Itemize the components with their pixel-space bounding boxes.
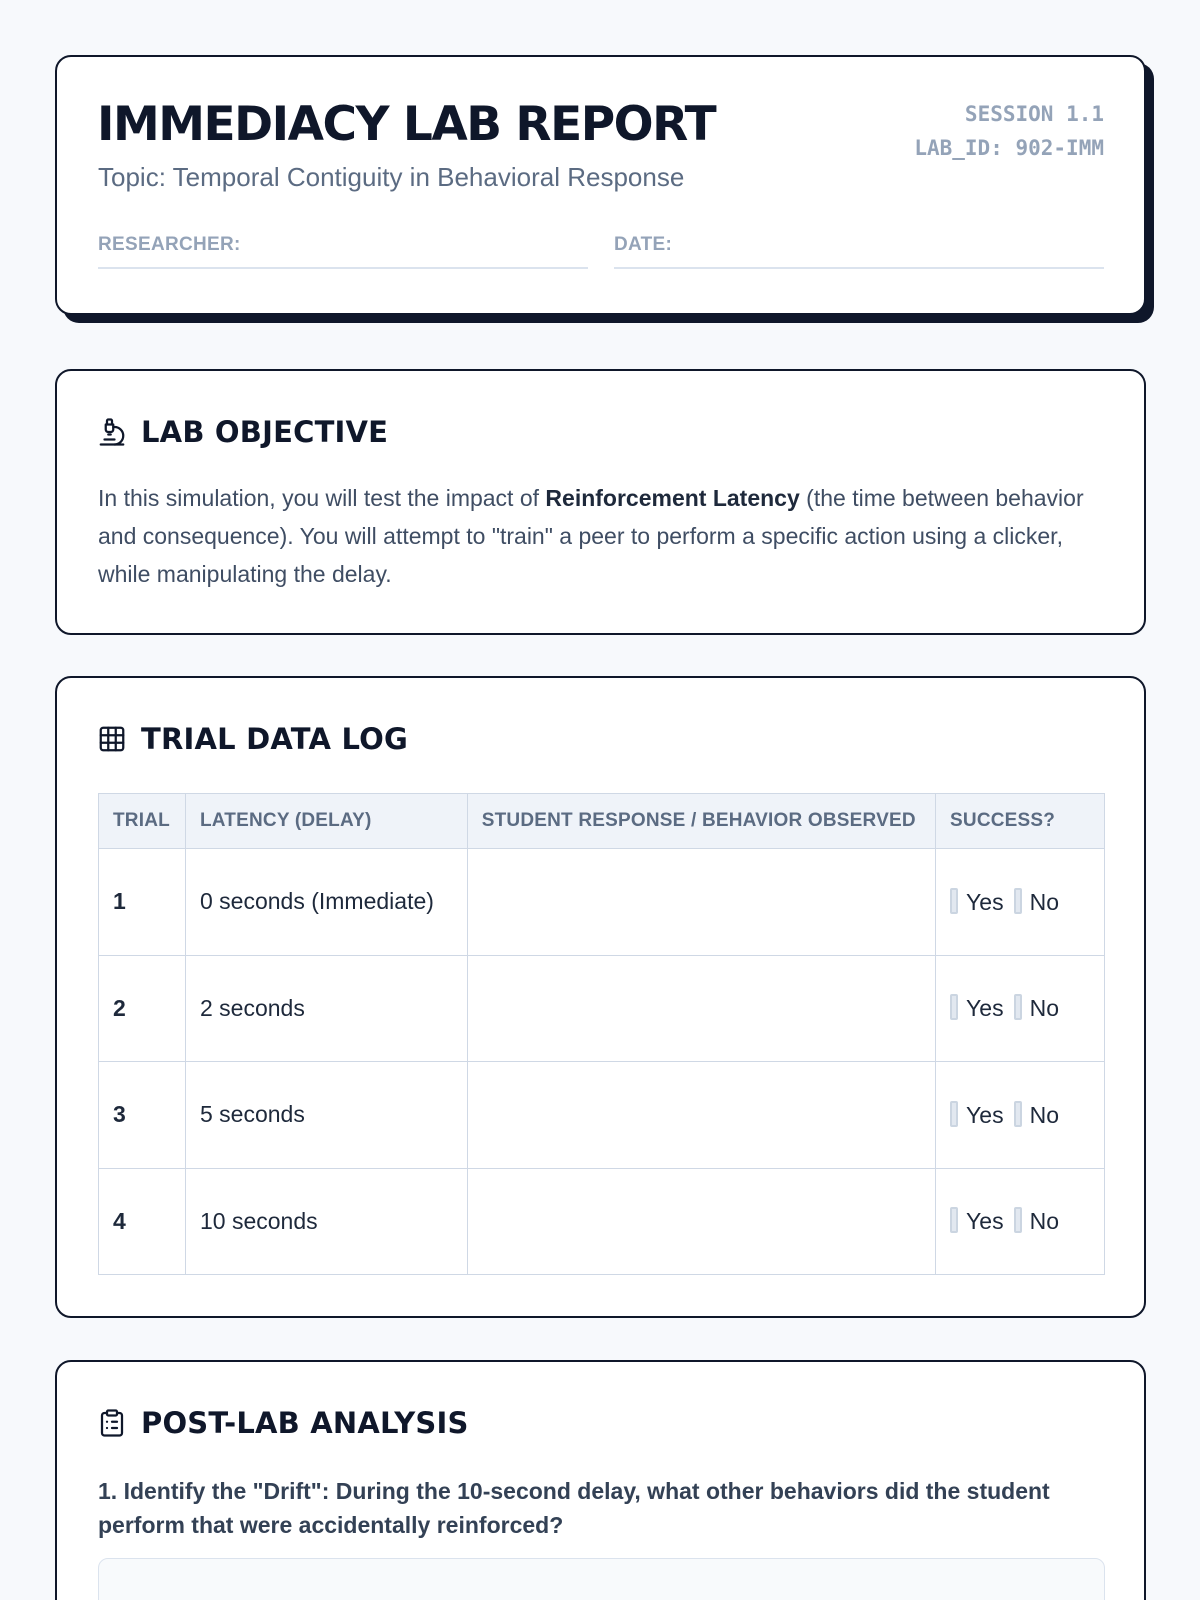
no-checkbox[interactable] bbox=[1014, 888, 1022, 914]
objective-key-term: Reinforcement Latency bbox=[545, 485, 800, 511]
yes-label: Yes bbox=[966, 1101, 1004, 1128]
column-header-trial: TRIAL bbox=[99, 794, 186, 849]
latency-value: 10 seconds bbox=[185, 1168, 467, 1275]
no-checkbox[interactable] bbox=[1014, 1101, 1022, 1127]
yes-label: Yes bbox=[966, 995, 1004, 1022]
data-log-heading bbox=[97, 722, 408, 756]
no-label: No bbox=[1029, 995, 1059, 1022]
response-cell[interactable] bbox=[467, 1062, 935, 1169]
trial-number: 2 bbox=[99, 955, 186, 1062]
analysis-question-1: 1. Identify the "Drift": During the 10-second delay, what other behaviors did the student perform that were accidentally reinforced? bbox=[98, 1478, 1050, 1538]
no-label: No bbox=[1029, 1208, 1059, 1235]
response-cell[interactable] bbox=[467, 849, 935, 956]
table-row bbox=[99, 849, 1105, 956]
yes-checkbox[interactable] bbox=[950, 1207, 958, 1233]
yes-checkbox[interactable] bbox=[950, 888, 958, 914]
microscope-icon bbox=[97, 417, 127, 447]
report-topic: Topic: Temporal Contiguity in Behavioral Response bbox=[98, 162, 685, 192]
trial-number: 4 bbox=[99, 1168, 186, 1275]
no-checkbox[interactable] bbox=[1014, 994, 1022, 1020]
success-cell bbox=[936, 1062, 1105, 1169]
clipboard-icon bbox=[97, 1408, 127, 1438]
success-cell bbox=[936, 1168, 1105, 1275]
objective-title: LAB OBJECTIVE bbox=[141, 415, 389, 449]
answer-box-1[interactable] bbox=[98, 1558, 1105, 1600]
success-cell bbox=[936, 849, 1105, 956]
yes-label: Yes bbox=[966, 888, 1004, 915]
latency-value: 2 seconds bbox=[185, 955, 467, 1062]
column-header-response: STUDENT RESPONSE / BEHAVIOR OBSERVED bbox=[467, 794, 935, 849]
researcher-field[interactable] bbox=[98, 234, 588, 269]
trial-data-log-section bbox=[55, 676, 1146, 1318]
session-number: SESSION 1.1 bbox=[964, 102, 1104, 126]
trial-data-table bbox=[98, 793, 1105, 1275]
lab-id: LAB_ID: 902-IMM bbox=[914, 136, 1104, 160]
success-cell bbox=[936, 955, 1105, 1062]
no-label: No bbox=[1029, 1101, 1059, 1128]
objective-text-rest: (the time between behavior and consequence). You will attempt to "train" a peer to perform a specific action using a clicker, while manipulating the delay. bbox=[98, 485, 1084, 587]
session-meta bbox=[914, 97, 1104, 165]
latency-value: 5 seconds bbox=[185, 1062, 467, 1169]
table-row bbox=[99, 955, 1105, 1062]
no-checkbox[interactable] bbox=[1014, 1207, 1022, 1233]
latency-value: 0 seconds (Immediate) bbox=[185, 849, 467, 956]
post-lab-analysis-section bbox=[55, 1360, 1146, 1600]
trial-number: 1 bbox=[99, 849, 186, 956]
table-row bbox=[99, 1062, 1105, 1169]
yes-checkbox[interactable] bbox=[950, 994, 958, 1020]
response-cell[interactable] bbox=[467, 1168, 935, 1275]
analysis-title: POST-LAB ANALYSIS bbox=[141, 1406, 469, 1440]
researcher-label: RESEARCHER: bbox=[98, 234, 241, 255]
table-header-row bbox=[99, 794, 1105, 849]
analysis-heading bbox=[97, 1406, 469, 1440]
response-cell[interactable] bbox=[467, 955, 935, 1062]
date-field[interactable] bbox=[614, 234, 1104, 269]
table-icon bbox=[97, 724, 127, 754]
column-header-latency: LATENCY (DELAY) bbox=[185, 794, 467, 849]
column-header-success: SUCCESS? bbox=[936, 794, 1105, 849]
trial-number: 3 bbox=[99, 1062, 186, 1169]
no-label: No bbox=[1029, 888, 1059, 915]
objective-text-intro: In this simulation, you will test the impact of bbox=[98, 485, 546, 511]
table-row bbox=[99, 1168, 1105, 1275]
lab-objective-section bbox=[55, 369, 1146, 635]
objective-heading bbox=[97, 415, 388, 449]
data-log-title: TRIAL DATA LOG bbox=[141, 722, 408, 756]
yes-label: Yes bbox=[966, 1208, 1004, 1235]
report-title: IMMEDIACY LAB REPORT bbox=[97, 97, 716, 152]
date-label: DATE: bbox=[614, 234, 673, 255]
report-header bbox=[55, 55, 1146, 315]
objective-text bbox=[98, 479, 1108, 593]
yes-checkbox[interactable] bbox=[950, 1101, 958, 1127]
